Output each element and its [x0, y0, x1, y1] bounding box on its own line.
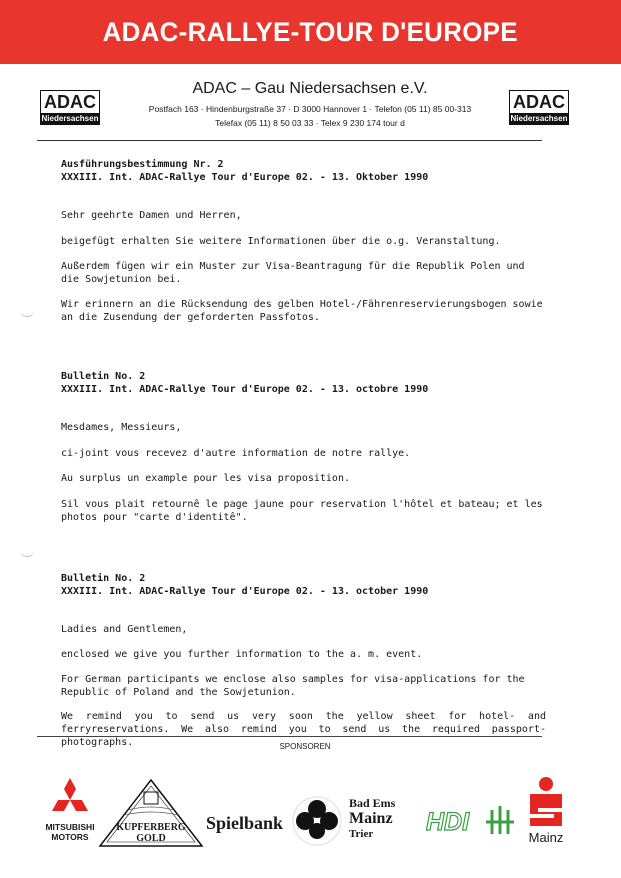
- mitsubishi-line-2: MOTORS: [51, 832, 89, 842]
- french-paragraph-3: Sil vous plait retournê le page jaune pour reservation l'hôtel et bateau; et les photos pour "carte d'identitê".: [61, 499, 549, 523]
- hdi-name: HDI: [426, 808, 470, 836]
- english-paragraph-3: We remind you to send us very soon the yellow sheet for hotel- and ferryreservations. We also remind you to send us the required passport-photographs.: [61, 711, 553, 748]
- german-paragraph-2: Außerdem fügen wir ein Muster zur Visa-Beantragung für die Republik Polen und die Sowjetunion bei.: [61, 261, 531, 285]
- french-heading-2: XXXIII. Int. ADAC-Rallye Tour d'Europe 02. - 13. octobre 1990: [61, 384, 429, 395]
- organization-name: ADAC – Gau Niedersachsen e.V.: [192, 80, 428, 97]
- mitsubishi-line-1: MITSUBISHI: [45, 822, 95, 832]
- hdi-emblem-icon: [482, 804, 522, 838]
- spielbank-city-3: Trier: [349, 828, 374, 840]
- german-paragraph-3: Wir erinnern an die Rücksendung des gelben Hotel-/Fährenreservierungsbogen sowie an die Zusendung der geforderten Passfotos.: [61, 299, 549, 323]
- contact-line: Telefax (05 11) 8 50 03 33 · Telex 9 230 174 tour d: [215, 118, 405, 128]
- english-heading-2: XXXIII. Int. ADAC-Rallye Tour d'Europe 02. - 13. october 1990: [61, 586, 429, 597]
- english-heading-1: Bulletin No. 2: [61, 573, 146, 584]
- adac-logo-text: ADAC: [513, 91, 565, 112]
- spielbank-name: Spielbank: [206, 813, 284, 833]
- german-heading-1: Ausführungsbestimmung Nr. 2: [61, 159, 224, 170]
- german-salutation: Sehr geehrte Damen und Herren,: [61, 210, 242, 221]
- banner-title: ADAC-RALLYE-TOUR D'EUROPE: [102, 16, 519, 47]
- english-paragraph-1: enclosed we give you further information to the a. m. event.: [61, 649, 423, 660]
- french-heading-1: Bulletin No. 2: [61, 371, 146, 382]
- mitsubishi-logo: [37, 778, 103, 842]
- address-line: Postfach 163 · Hindenburgstraße 37 · D 3000 Hannover 1 · Telefon (05 11) 85 00-313: [148, 104, 472, 114]
- sparkasse-logo: [520, 776, 572, 850]
- french-paragraph-2: Au surplus un example pour les visa proposition.: [61, 473, 350, 484]
- three-diamonds-icon: [45, 778, 95, 822]
- german-heading-2: XXXIII. Int. ADAC-Rallye Tour d'Europe 02. - 13. Oktober 1990: [61, 172, 429, 183]
- kupferberg-line-1: KUPFERBERG: [116, 822, 186, 833]
- spielbank-city-2: Mainz: [349, 810, 393, 827]
- spielbank-city-1: Bad Ems: [349, 796, 396, 810]
- english-salutation: Ladies and Gentlemen,: [61, 624, 188, 635]
- english-paragraph-2: For German participants we enclose also samples for visa-applications for the Republic of Poland and the Sowjetunion.: [61, 674, 531, 698]
- sparkasse-city: Mainz: [528, 830, 564, 845]
- adac-logo-region: Niedersachsen: [510, 114, 568, 123]
- header-divider: [37, 140, 542, 141]
- sparkasse-s-icon: [528, 776, 564, 828]
- title-banner: [0, 0, 621, 64]
- sponsors-label: SPONSOREN: [279, 742, 331, 751]
- kupferberg-logo: [98, 778, 204, 848]
- spielbank-logo: [206, 796, 416, 846]
- german-paragraph-1: beigefügt erhalten Sie weitere Informationen über die o.g. Veranstaltung.: [61, 236, 501, 247]
- punch-hole-mark: [20, 548, 34, 557]
- kupferberg-line-2: GOLD: [136, 833, 166, 844]
- adac-logo-left: [40, 90, 100, 125]
- adac-logo-right: [509, 90, 569, 125]
- adac-logo-region: Niedersachsen: [41, 114, 99, 123]
- sponsor-divider: [37, 736, 542, 737]
- french-paragraph-1: ci-joint vous recevez d'autre information de notre rallye.: [61, 448, 411, 459]
- adac-logo-text: ADAC: [44, 91, 96, 112]
- punch-hole-mark: [20, 308, 34, 317]
- hdi-logo: [426, 804, 516, 838]
- clover-icon: [288, 796, 346, 846]
- french-salutation: Mesdames, Messieurs,: [61, 422, 182, 433]
